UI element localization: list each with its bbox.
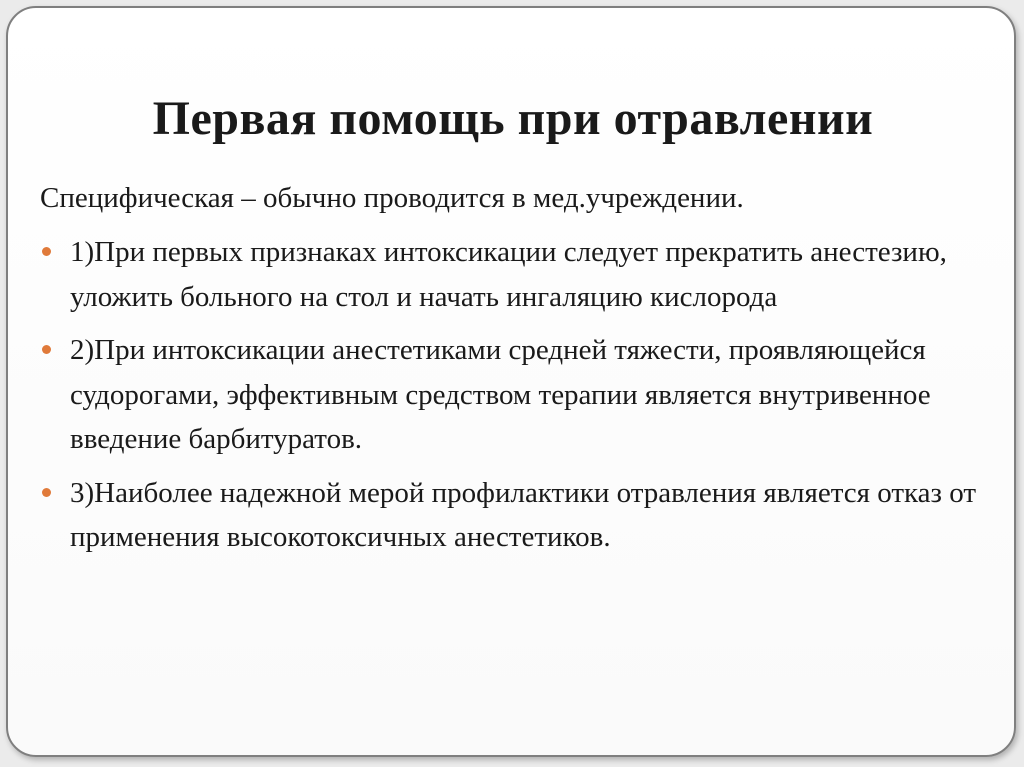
list-item: [36, 471, 986, 560]
bullet-icon: [42, 488, 51, 497]
list-item: [36, 328, 986, 462]
list-item-text: 2)При интоксикации анестетиками средней тяжести, проявляющейся судорогами, эффективным средством терапии является внутривенное введение барбитуратов.: [70, 334, 931, 455]
bullet-list: [36, 230, 986, 569]
slide-title: Первая помощь при отравлении: [152, 92, 874, 145]
bullet-icon: [42, 345, 51, 354]
slide: [6, 6, 1016, 757]
list-item-text: 1)При первых признаках интоксикации следует прекратить анестезию, уложить больного на стол и начать ингаляцию кислорода: [70, 236, 947, 313]
bullet-icon: [42, 247, 51, 256]
intro-text: Специфическая – обычно проводится в мед.учреждении.: [40, 182, 744, 214]
list-item: [36, 230, 986, 319]
list-item-text: 3)Наиболее надежной мерой профилактики отравления является отказ от применения высокотоксичных анестетиков.: [70, 476, 977, 553]
